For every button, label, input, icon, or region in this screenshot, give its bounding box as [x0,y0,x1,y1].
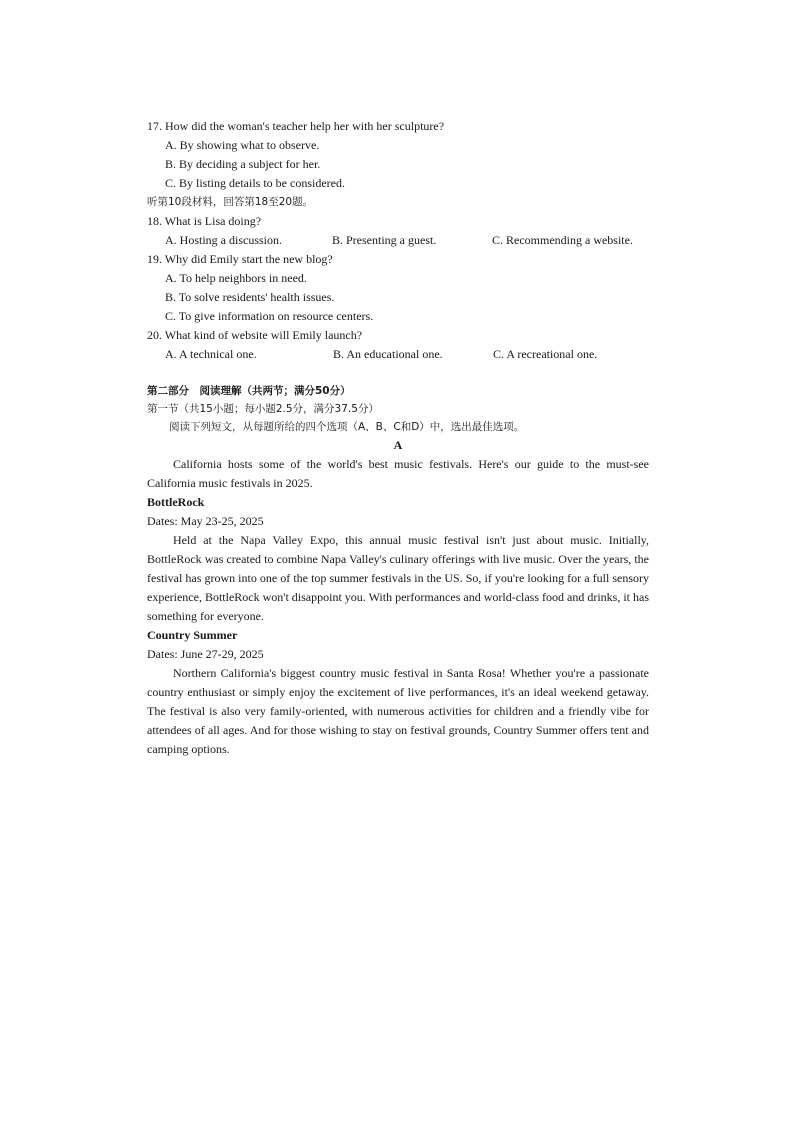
q20-options [147,345,649,364]
q20-option-a: A. A technical one. [165,347,257,361]
festival-dates-bottlerock: Dates: May 23-25, 2025 [147,514,264,528]
q18-options [147,231,649,250]
question-18: 18. What is Lisa doing? [147,214,262,228]
question-19: 19. Why did Emily start the new blog? [147,252,333,266]
q17-option-c: C. By listing details to be considered. [165,176,345,190]
instruction-material-10: 听第10段材料，回答第18至20题。 [147,196,314,208]
q17-option-b: B. By deciding a subject for her. [165,157,321,171]
q18-option-b: B. Presenting a guest. [332,233,437,247]
festival-body-country-summer: Northern California's biggest country music festival in Santa Rosa! Whether you're a passionate country enthusiast or simply enjoy the excitement of live performances, it's an ideal weekend getaway. The festival is also very family-oriented, with numerous activities for children and a friendly vibe for attendees of all ages. And for those wishing to stay on festival grounds, Country Summer offers tent and camping options. [147,666,649,756]
q19-option-a: A. To help neighbors in need. [165,271,307,285]
festival-dates-country-summer: Dates: June 27-29, 2025 [147,647,264,661]
q19-option-c: C. To give information on resource centers. [165,309,374,323]
passage-intro: California hosts some of the world's best music festivals. Here's our guide to the must-see California music festivals in 2025. [147,457,649,490]
festival-name-country-summer: Country Summer [147,628,238,642]
q20-option-b: B. An educational one. [333,347,443,361]
q20-option-c: C. A recreational one. [493,347,598,361]
part-two-title: 第二部分 阅读理解（共两节；满分50分） [147,385,351,397]
festival-body-bottlerock: Held at the Napa Valley Expo, this annual music festival isn't just about music. Initially, BottleRock was created to combine Napa Valley's culinary offerings with live music. Over the years, the festival has grown into one of the top summer festivals in the US. So, if you're looking for a full sensory experience, BottleRock won't disappoint you. With performances and world-class food and drinks, it has something for everyone. [147,533,650,623]
q18-option-c: C. Recommending a website. [492,233,633,247]
question-17: 17. How did the woman's teacher help her with her sculpture? [147,119,445,133]
passage-letter: A [393,438,403,452]
reading-instruction: 阅读下列短文，从每题所给的四个选项（A、B、C和D）中，选出最佳选项。 [169,421,525,433]
q19-option-b: B. To solve residents' health issues. [165,290,335,304]
festival-name-bottlerock: BottleRock [147,495,205,509]
reading-section [147,382,649,759]
listening-section [147,117,649,364]
q17-option-a: A. By showing what to observe. [165,138,320,152]
q18-option-a: A. Hosting a discussion. [165,233,282,247]
question-20: 20. What kind of website will Emily launch? [147,328,363,342]
section-one-title: 第一节（共15小题；每小题2.5分，满分37.5分） [147,403,379,415]
